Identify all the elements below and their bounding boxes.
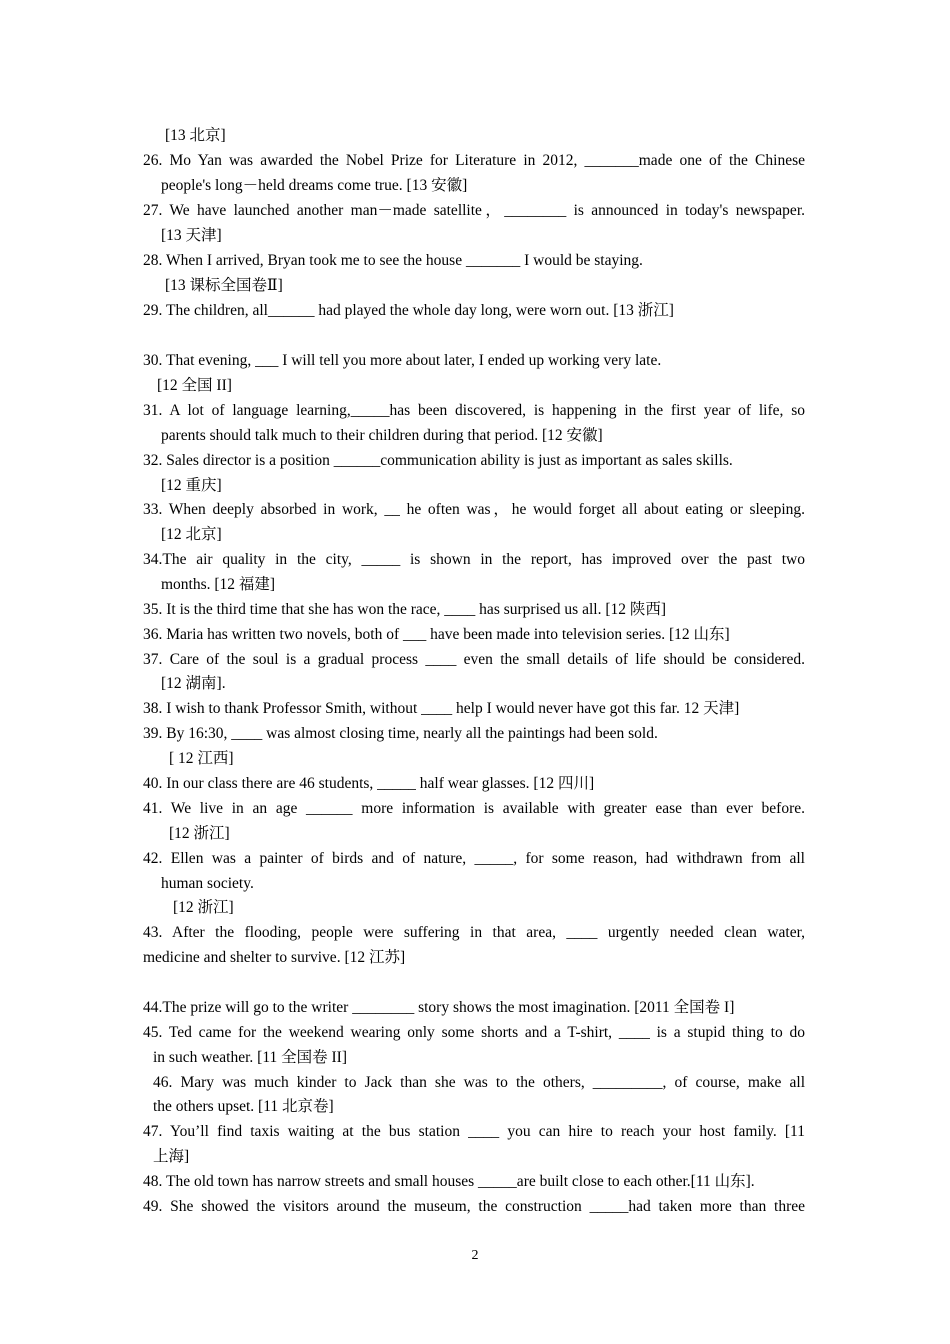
text-line: [13 课标全国卷Ⅱ] [165,277,283,294]
text-line: 34.The air quality in the city, _____ is shown in the report, has improved over the past two [143,551,805,568]
text-line: [13 天津] [161,227,222,244]
text-line: 32. Sales director is a position ______communication ability is just as important as sales skills. [143,452,733,469]
text-line: 39. By 16:30, ____ was almost closing time, nearly all the paintings had been sold. [143,725,658,742]
text-line: 43. After the flooding, people were suffering in that area, ____ urgently needed clean water, [143,924,805,941]
text-line: 33. When deeply absorbed in work, __ he often was，he would forget all about eating or sleeping. [143,501,805,518]
text-line: 30. That evening, ___ I will tell you more about later, I ended up working very late. [143,352,662,369]
text-line: medicine and shelter to survive. [12 江苏] [143,949,406,966]
text-line: 47. You’ll find taxis waiting at the bus station ____ you can hire to reach your host family. [11 [143,1123,805,1140]
text-line: 35. It is the third time that she has won the race, ____ has surprised us all. [12 陕西] [143,601,667,618]
text-line: 45. Ted came for the weekend wearing only some shorts and a T-shirt, ____ is a stupid thing to do [143,1024,805,1041]
text-line: [12 浙江] [173,899,234,916]
text-line: [13 北京] [165,127,226,144]
text-line: 28. When I arrived, Bryan took me to see the house _______ I would be staying. [143,252,643,269]
text-line: 44.The prize will go to the writer ________ story shows the most imagination. [2011 全国卷 I] [143,999,735,1016]
text-line: 42. Ellen was a painter of birds and of nature, _____, for some reason, had withdrawn from all [143,850,805,867]
text-line: parents should talk much to their children during that period. [12 安徽] [161,427,603,444]
text-line: the others upset. [11 北京卷] [153,1098,334,1115]
text-line: 46. Mary was much kinder to Jack than she was to the others, _________, of course, make all [153,1074,805,1091]
text-line: 37. Care of the soul is a gradual process ____ even the small details of life should be considered. [143,651,805,668]
text-line: 26. Mo Yan was awarded the Nobel Prize for Literature in 2012, _______made one of the Chinese [143,152,805,169]
text-line: people's long－held dreams come true. [13 安徽] [161,177,468,194]
page-number: 2 [471,1248,479,1263]
text-line: [ 12 江西] [169,750,234,767]
text-line: [12 湖南]. [161,675,226,692]
text-line: [12 重庆] [161,477,222,494]
text-line: months. [12 福建] [161,576,276,593]
text-line: [12 浙江] [169,825,230,842]
text-line: 上海] [153,1148,190,1165]
text-line: in such weather. [11 全国卷 II] [153,1049,347,1066]
text-line: [12 北京] [161,526,222,543]
text-line: 38. I wish to thank Professor Smith, without ____ help I would never have got this far. 12 天津] [143,700,740,717]
text-line: 29. The children, all______ had played the whole day long, were worn out. [13 浙江] [143,302,674,319]
text-line: 40. In our class there are 46 students, _____ half wear glasses. [12 四川] [143,775,595,792]
text-line: 48. The old town has narrow streets and small houses _____are built close to each other.[11 山东]. [143,1173,755,1190]
text-line: 36. Maria has written two novels, both of ___ have been made into television series. [12 山东] [143,626,730,643]
text-line: 27. We have launched another man－made satellite，________ is announced in today's newspaper. [143,202,805,219]
text-line: human society. [161,875,254,892]
text-line: [12 全国 II] [157,377,232,394]
text-line: 49. She showed the visitors around the museum, the construction _____had taken more than three [143,1198,805,1215]
text-line: 31. A lot of language learning,_____has been discovered, is happening in the first year of life, so [143,402,805,419]
text-line: 41. We live in an age ______ more information is available with greater ease than ever before. [143,800,805,817]
